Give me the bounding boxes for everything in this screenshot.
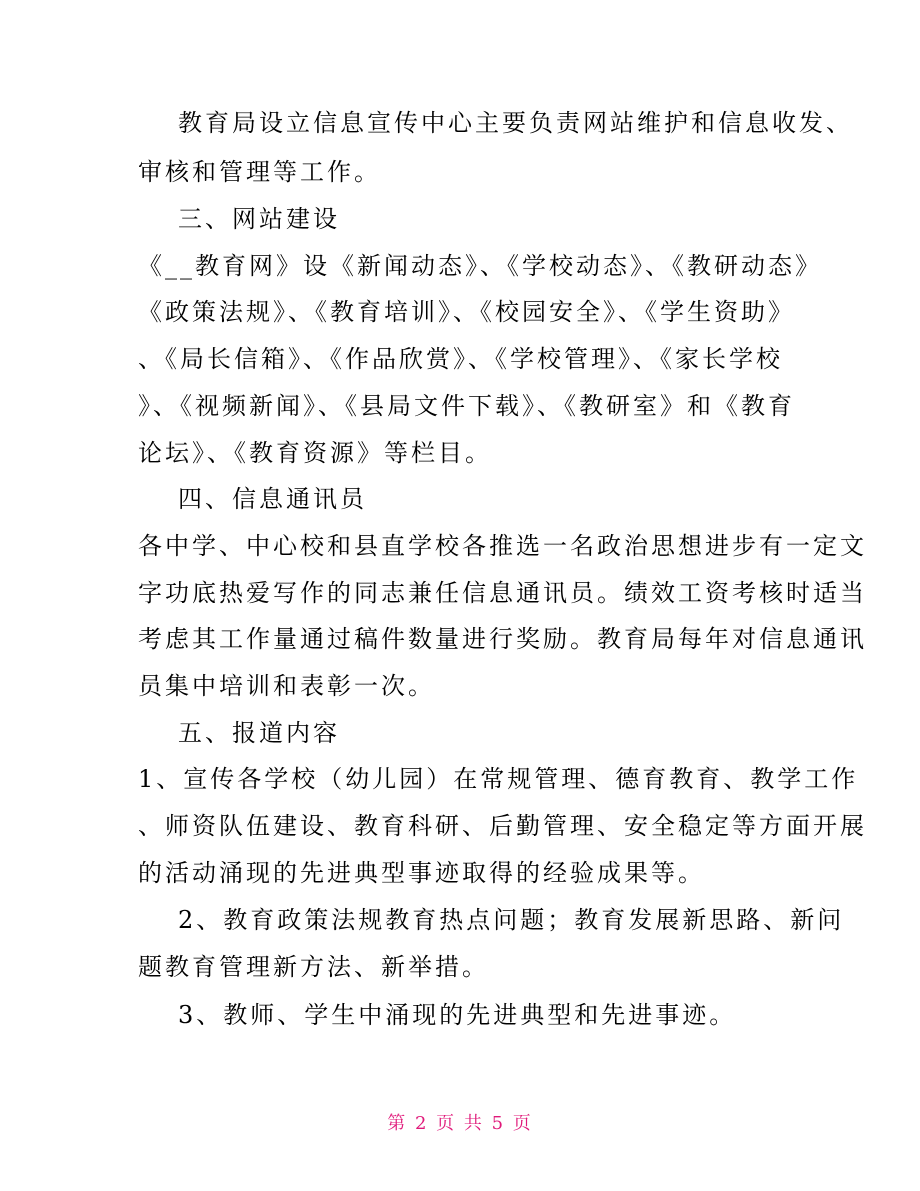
paragraph-line: 员集中培训和表彰一次。 bbox=[138, 672, 435, 700]
paragraph-line: 《__教育网》设《新闻动态》、《学校动态》、《教研动态》 bbox=[138, 252, 822, 280]
paragraph-line: 教育局设立信息宣传中心主要负责网站维护和信息收发、 bbox=[178, 109, 853, 137]
paragraph-line: 各中学、中心校和县直学校各推选一名政治思想进步有一定文 bbox=[138, 532, 867, 560]
section-heading: 四、信息通讯员 bbox=[178, 485, 367, 513]
paragraph-line: 题教育管理新方法、新举措。 bbox=[138, 953, 489, 981]
paragraph-line: 论坛》、《教育资源》等栏目。 bbox=[138, 439, 492, 467]
paragraph-line: 考虑其工作量通过稿件数量进行奖励。教育局每年对信息通讯 bbox=[138, 625, 867, 653]
paragraph-line: 》、《视频新闻》、《县局文件下载》、《教研室》和《教育 bbox=[138, 392, 795, 420]
paragraph-line: 字功底热爱写作的同志兼任信息通讯员。绩效工资考核时适当 bbox=[138, 579, 867, 607]
paragraph-line: 、《局长信箱》、《作品欣赏》、《学校管理》、《家长学校 bbox=[138, 345, 783, 373]
paragraph-line: 的活动涌现的先进典型事迹取得的经验成果等。 bbox=[138, 859, 705, 887]
paragraph-line: 1、宣传各学校（幼儿园）在常规管理、德育教育、教学工作 bbox=[138, 765, 859, 793]
section-heading: 五、报道内容 bbox=[178, 719, 340, 747]
paragraph-line: 、师资队伍建设、教育科研、后勤管理、安全稳定等方面开展 bbox=[138, 812, 867, 840]
section-heading: 三、网站建设 bbox=[178, 205, 340, 233]
page-number-footer: 第 2 页 共 5 页 bbox=[387, 1113, 533, 1134]
list-item-line: 3、教师、学生中涌现的先进典型和先进事迹。 bbox=[178, 1001, 737, 1029]
paragraph-line: 审核和管理等工作。 bbox=[138, 158, 381, 186]
paragraph-line: 《政策法规》、《教育培训》、《校园安全》、《学生资助》 bbox=[138, 298, 795, 326]
list-item-line: 2、教育政策法规教育热点问题；教育发展新思路、新问 bbox=[178, 906, 845, 934]
